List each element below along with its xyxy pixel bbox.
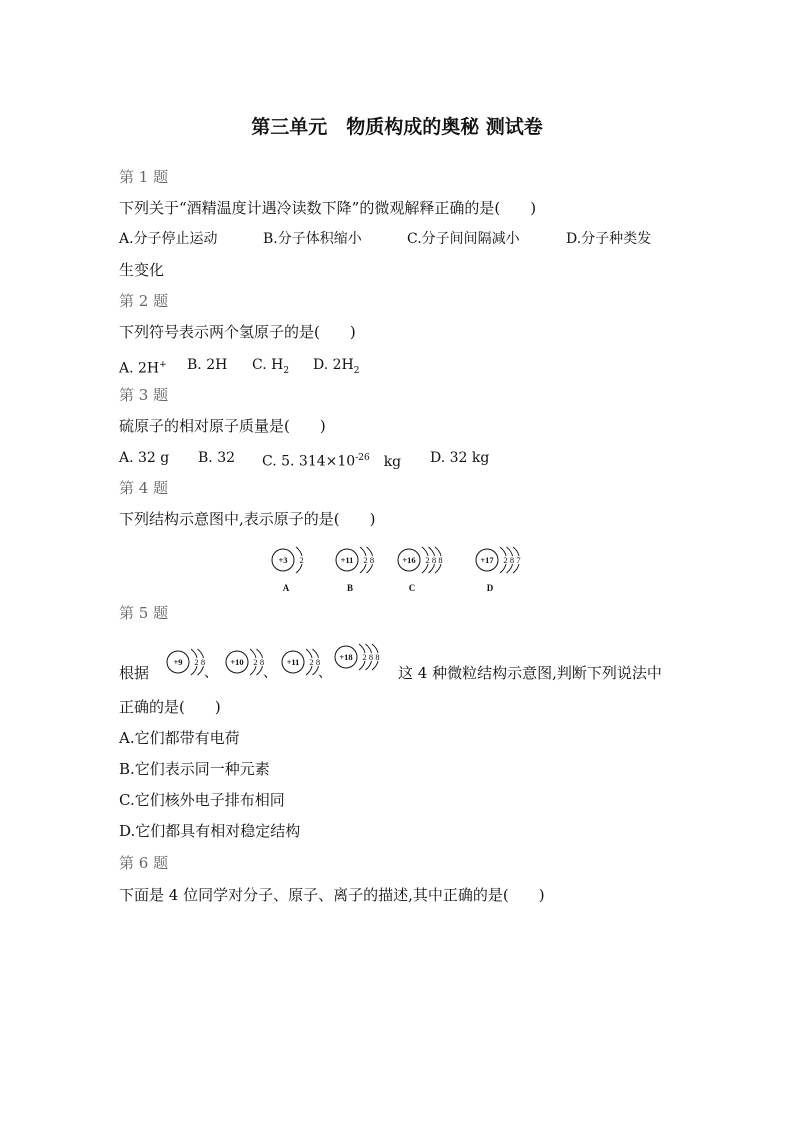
nucleus-charge: +9: [173, 657, 183, 667]
q5-stem-post: 这 4 种微粒结构示意图,判断下列说法中: [398, 664, 662, 682]
q1-option-b: B.分子体积缩小: [263, 231, 362, 247]
question-2-stem: 下列符号表示两个氢原子的是( ): [119, 323, 356, 341]
q1-option-d-continued: 生变化: [119, 261, 165, 279]
atom-diagram: [333, 640, 389, 676]
q1-option-d: D.分子种类发: [566, 231, 652, 247]
nucleus-charge: +17: [480, 555, 494, 565]
electron-shell-arc: [359, 661, 365, 670]
q3-option-c: C. 5. $314\times 10^{-26}$ kg: [262, 453, 402, 470]
shell-electron-count: 2: [503, 555, 508, 565]
electron-shell-arc: [198, 666, 204, 675]
q3-option-a: A. 32 g: [119, 450, 170, 466]
q2-option-b: B. 2H: [187, 357, 228, 373]
q5-separator-2: 、: [263, 665, 277, 681]
diagram-letter: C: [408, 583, 416, 593]
nucleus-charge: +16: [402, 555, 416, 565]
nucleus-charge: +10: [230, 657, 244, 667]
q1-option-c: C.分子间间隔减小: [407, 231, 520, 247]
q4-diagram-a: [270, 543, 313, 599]
shell-electron-count: 2: [194, 657, 199, 667]
atom-diagram: [334, 543, 383, 595]
electron-shell-arc: [360, 564, 366, 573]
nucleus-charge: +11: [286, 657, 300, 667]
question-4-label: 第 4 题: [119, 479, 169, 497]
q5-stem-pre: 根据: [119, 664, 150, 682]
question-4-stem: 下列结构示意图中,表示原子的是( ): [119, 510, 376, 528]
q4-diagram-d: [474, 543, 530, 599]
q2-option-d: D. $2H_2$: [313, 357, 360, 376]
electron-shell-arc: [507, 564, 513, 573]
electron-shell-arc: [435, 564, 441, 573]
shell-electron-count: 8: [509, 555, 515, 565]
shell-electron-count: 8: [369, 555, 375, 565]
q3-option-b: B. 32: [198, 450, 236, 466]
q5-option-a: A.它们都带有电荷: [119, 729, 240, 747]
q5-separator-3: 、: [318, 665, 332, 681]
shell-electron-count: 2: [425, 555, 430, 565]
nucleus-charge: +3: [278, 555, 288, 565]
q2-option-c: C. $H_2$: [252, 357, 290, 376]
shell-electron-count: 2: [309, 657, 314, 667]
shell-electron-count: 2: [362, 652, 367, 662]
q5-option-b: B.它们表示同一种元素: [119, 760, 270, 778]
diagram-letter: A: [282, 583, 290, 593]
atom-diagram: [396, 543, 452, 595]
q5-stem-line2: 正确的是( ): [119, 698, 221, 716]
question-2-label: 第 2 题: [119, 292, 169, 310]
nucleus-charge: +11: [340, 555, 354, 565]
question-1-stem: 下列关于“酒精温度计遇冷读数下降”的微观解释正确的是( ): [119, 199, 537, 217]
q2-option-a: A. 2H+: [119, 360, 167, 377]
shell-electron-count: 8: [438, 555, 443, 565]
electron-shell-arc: [429, 564, 435, 573]
electron-shell-arc: [513, 564, 519, 573]
q4-diagram-b: [334, 543, 383, 599]
shell-electron-count: 2: [299, 555, 304, 565]
atom-diagram: [270, 543, 313, 595]
question-3-stem: 硫原子的相对原子质量是( ): [119, 417, 326, 435]
electron-shell-arc: [366, 661, 372, 670]
electron-shell-arc: [367, 564, 373, 573]
atom-diagram: [474, 543, 530, 595]
electron-shell-arc: [191, 666, 197, 675]
page-title: 第三单元 物质构成的奥秘 测试卷: [251, 116, 543, 138]
electron-shell-arc: [500, 564, 506, 573]
shell-electron-count: 8: [259, 657, 265, 667]
shell-electron-count: 8: [315, 657, 321, 667]
shell-electron-count: 2: [253, 657, 258, 667]
question-1-label: 第 1 题: [119, 168, 169, 186]
question-6-stem: 下面是 4 位同学对分子、原子、离子的描述,其中正确的是( ): [119, 886, 545, 904]
electron-shell-arc: [306, 666, 312, 675]
question-5-label: 第 5 题: [119, 604, 169, 622]
electron-shell-arc: [250, 666, 256, 675]
question-6-label: 第 6 题: [119, 854, 169, 872]
q4-diagram-c: [396, 543, 452, 599]
electron-shell-arc: [296, 564, 302, 573]
diagram-letter: D: [486, 583, 494, 593]
q3-option-d: D. 32 kg: [430, 450, 490, 466]
nucleus-charge: +18: [339, 652, 353, 662]
q5-diagram-4: [333, 640, 389, 680]
electron-shell-arc: [372, 661, 378, 670]
electron-shell-arc: [257, 666, 263, 675]
electron-shell-arc: [422, 564, 428, 573]
shell-electron-count: 7: [516, 555, 521, 565]
shell-electron-count: 2: [363, 555, 368, 565]
q5-option-d: D.它们都具有相对稳定结构: [119, 822, 301, 840]
shell-electron-count: 8: [368, 652, 374, 662]
q5-option-c: C.它们核外电子排布相同: [119, 791, 285, 809]
shell-electron-count: 8: [200, 657, 206, 667]
shell-electron-count: 8: [431, 555, 437, 565]
q1-option-a: A.分子停止运动: [119, 231, 218, 247]
question-3-label: 第 3 题: [119, 386, 169, 404]
diagram-letter: B: [346, 583, 354, 593]
q5-separator-1: 、: [204, 665, 218, 681]
shell-electron-count: 8: [375, 652, 380, 662]
